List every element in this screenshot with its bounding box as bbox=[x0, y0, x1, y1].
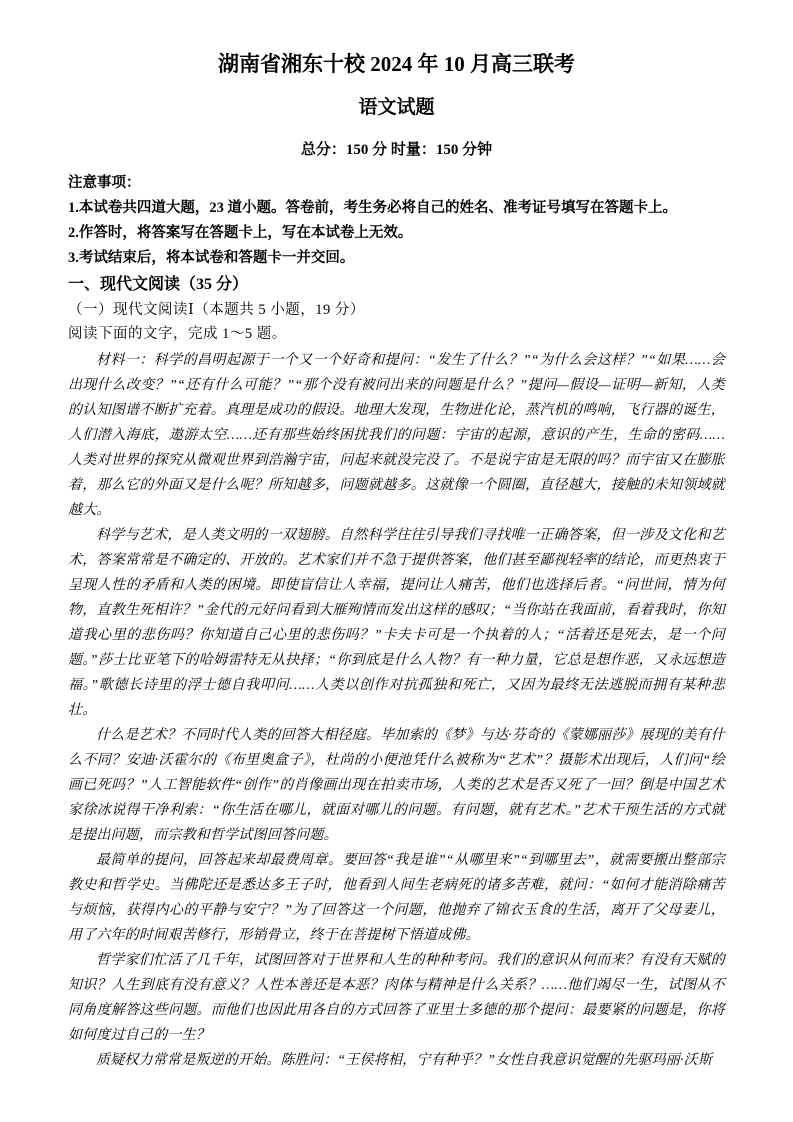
passage-paragraph-6: 质疑权力常常是叛逆的开始。陈胜问：“王侯将相，宁有种乎？”女性自我意识觉醒的先驱玛丽·沃斯 bbox=[96, 1052, 713, 1068]
passage-paragraph-3: 什么是艺术？不同时代人类的回答大相径庭。毕加索的《梦》与达·芬奇的《蒙娜丽莎》展现的美有什么不同？安迪·沃霍尔的《布里奥盒子》，杜尚的小便池凭什么被称为“艺术”？摄影术出现后，人们问“绘画已死吗？”人工智能软件“创作”的肖像画出现在拍卖市场，人类的艺术是否又死了一回？倒是中国艺术家徐冰说得干净利索：“你生活在哪儿，就面对哪儿的问题。有问题，就有艺术。”艺术干预生活的方式就是提出问题，而宗教和哲学试图回答问题。 bbox=[68, 727, 725, 843]
reading-passage bbox=[68, 348, 725, 1073]
passage-paragraph-1: 材料一：科学的昌明起源于一个又一个好奇和提问：“发生了什么？”“为什么会这样？”“如果……会出现什么改变？”“还有什么可能？”“那个没有被问出来的问题是什么？”提问—假设—证明—新知，人类的认知图谱不断扩充着。真理是成功的假设。地理大发现，生物进化论，蒸汽机的鸣响，飞行器的诞生，人们潜入海底，遨游太空……还有那些始终困扰我们的问题：宇宙的起源，意识的产生，生命的密码……人类对世界的探究从微观世界到浩瀚宇宙，问起来就没完没了。不是说宇宙是无限的吗？而宇宙又在膨胀着，那么它的外面又是什么呢？所知越多，问题就越多。这就像一个圆圈，直径越大，接触的未知领域就越大。 bbox=[68, 352, 725, 518]
notice-item-1: 1.本试卷共四道大题，23 道小题。答卷前，考生务必将自己的姓名、准考证号填写在答题卡上。 bbox=[68, 199, 677, 216]
passage-paragraph-4: 最简单的提问，回答起来却最费周章。要回答“我是谁”“从哪里来”“到哪里去”，就需要搬出整部宗教史和哲学史。当佛陀还是悉达多王子时，他看到人间生老病死的诸多苦难，就问：“如何才能消除痛苦与烦恼，获得内心的平静与安宁？”为了回答这一个问题，他抛弃了锦衣玉食的生活，离开了父母妻儿，用了六年的时间艰苦修行，形销骨立，终于在菩提树下悟道成佛。 bbox=[68, 852, 725, 943]
notice-section bbox=[68, 171, 725, 271]
section-heading: 一、现代文阅读（35 分） bbox=[68, 275, 249, 293]
notice-item-2: 2.作答时，将答案写在答题卡上，写在本试卷上无效。 bbox=[68, 224, 413, 241]
passage-paragraph-2: 科学与艺术，是人类文明的一双翅膀。自然科学往往引导我们寻找唯一正确答案，但一涉及文化和艺术，答案常常是不确定的、开放的。艺术家们并不急于提供答案，他们甚至鄙视轻率的结论，而更热衷于呈现人性的矛盾和人类的困境。即使盲信让人幸福，提问让人痛苦，他们也选择后者。“问世间，情为何物，直教生死相许？”金代的元好问看到大雁殉情而发出这样的感叹；“当你站在我面前，看着我时，你知道我心里的悲伤吗？你知道自己心里的悲伤吗？”卡夫卡可是一个执着的人；“活着还是死去，是一个问题。”莎士比亚笔下的哈姆雷特无从抉择；“你到底是什么人物？有一种力量，它总是想作恶，又永远想造福。”歌德长诗里的浮士德自我叩问……人类以创作对抗孤独和死亡，又因为最终无法逃脱而拥有某种悲壮。 bbox=[68, 527, 725, 718]
notice-label: 注意事项： bbox=[68, 174, 141, 191]
score-line: 总分：150 分 时量：150 分钟 bbox=[300, 141, 493, 158]
section-subheading: （一）现代文阅读Ⅰ（本题共 5 小题，19 分） bbox=[68, 301, 365, 318]
passage-paragraph-5: 哲学家们忙活了几千年，试图回答对于世界和人生的种种考问。我们的意识从何而来？有没有天赋的知识？人生到底有没有意义？人性本善还是本恶？肉体与精神是什么关系？……他们竭尽一生，试图从不同角度解答这些问题。而他们也因此用各自的方式回答了亚里士多德的那个提问：最要紧的问题是，你将如何度过自己的一生？ bbox=[68, 952, 725, 1043]
reading-instruction: 阅读下面的文字，完成 1～5 题。 bbox=[68, 325, 287, 342]
page-title: 湖南省湘东十校 2024 年 10 月高三联考 bbox=[218, 52, 575, 76]
page-subtitle: 语文试题 bbox=[358, 97, 435, 119]
notice-item-3: 3.考试结束后，将本试卷和答题卡一并交回。 bbox=[68, 249, 355, 266]
